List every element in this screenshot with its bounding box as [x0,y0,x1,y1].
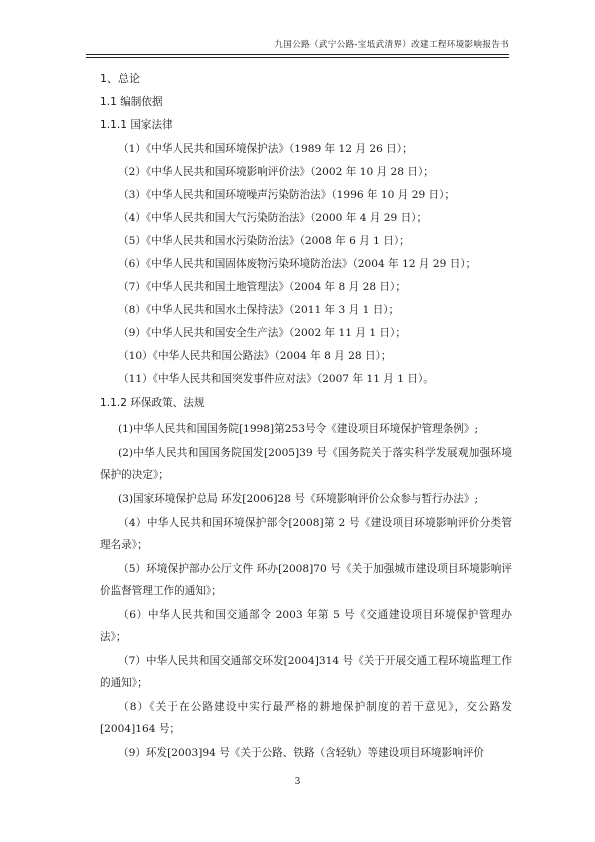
section-heading-1: 1、总论 [100,72,140,85]
law-item: （3）《中华人民共和国环境噪声污染防治法》（1996 年 10 月 29 日）； [118,189,456,201]
policy-item: (3)国家环境保护总局 环发[2006]28 号《环境影响评价公众参与暂行办法》; [118,493,479,505]
page-number: 3 [294,777,301,787]
law-item: （1）《中华人民共和国环境保护法》（1989 年 12 月 26 日）； [118,143,413,155]
policy-item: （6）中华人民共和国交通部令 2003 年第 5 号《交通建设项目环境保护管理办法》； [100,609,512,643]
section-heading-1-1-2: 1.1.2 环保政策、法规 [100,397,205,409]
law-item: （5）《中华人民共和国水污染防治法》（2008 年 6 月 1 日）； [118,235,410,247]
law-item: （4）《中华人民共和国大气污染防治法》（2000 年 4 月 29 日）； [118,212,428,224]
law-item: （10）《中华人民共和国公路法》（2004 年 8 月 28 日）； [118,350,392,362]
law-item: （2）《中华人民共和国环境影响评价法》（2002 年 10 月 28 日）； [118,166,434,178]
page-header [86,34,509,55]
policy-item: （8）《关于在公路建设中实行最严格的耕地保护制度的若干意见》，交公路发[2004]164 号； [100,701,512,735]
law-item: （8）《中华人民共和国水土保持法》（2011 年 3 月 1 日）； [118,304,400,316]
policy-item: （7）中华人民共和国交通部交环发[2004]314 号《关于开展交通工程环境监理工作的通知》； [100,655,512,689]
law-item: （6）《中华人民共和国固体废物污染环境防治法》（2004 年 12 月 29 日）； [118,258,477,270]
section-heading-1-1: 1.1 编制依据 [100,96,163,108]
policy-item: (2)中华人民共和国国务院国发[2005]39 号《国务院关于落实科学发展观加强环境保护的决定》； [100,447,512,481]
law-item: （11）《中华人民共和国突发事件应对法》（2007 年 11 月 1 日）。 [118,373,434,385]
law-item: （7）《中华人民共和国土地管理法》（2004 年 8 月 28 日）； [118,281,406,293]
law-item: （9）《中华人民共和国安全生产法》（2002 年 11 月 1 日）； [118,327,406,339]
header-title: 九国公路（武宁公路-宝坻武清界）改建工程环境影响报告书 [274,40,509,50]
section-heading-1-1-1: 1.1.1 国家法律 [100,119,173,131]
policy-item: (1)中华人民共和国国务院[1998]第253号令《建设项目环境保护管理条例》; [118,423,479,435]
policy-item: （9）环发[2003]94 号《关于公路、铁路（含轻轨）等建设项目环境影响评价 [118,747,485,759]
policy-item: （4）中华人民共和国环境保护部令[2008]第 2 号《建设项目环境影响评价分类管理名录》； [100,517,512,551]
policy-item: （5）环境保护部办公厅文件 环办[2008]70 号《关于加强城市建设项目环境影响评价监督管理工作的通知》； [100,563,512,597]
